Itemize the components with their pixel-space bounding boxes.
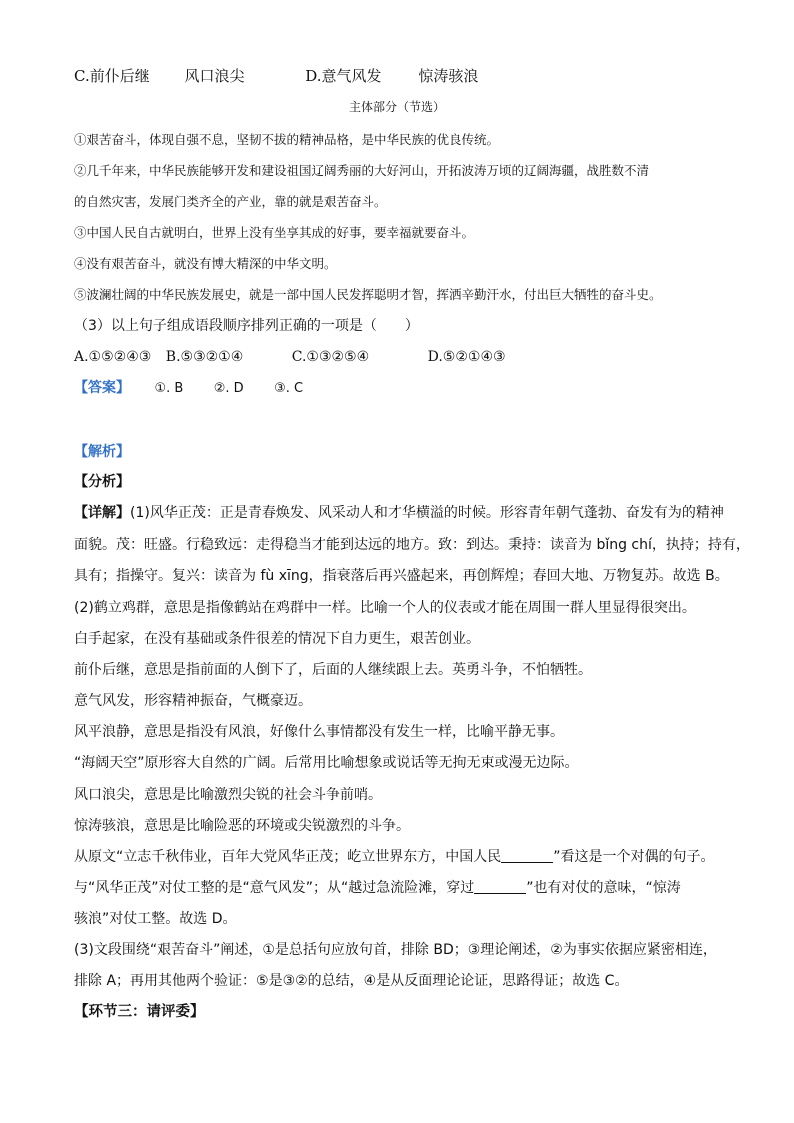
sentence-1: ①艰苦奋斗，体现自强不息，坚韧不拔的精神品格，是中华民族的优良传统。	[74, 132, 500, 147]
blank-line-1	[74, 847, 715, 867]
detail-line-3: 具有；指操守。复兴：读音为 fù xīng，指衰落后再兴盛起来，再创辉煌；春回大地、万物复苏。故选 B。	[74, 568, 729, 584]
analysis-label: 【解析】	[74, 444, 130, 460]
detail-line-8: 风平浪静，意思是指没有风浪，好像什么事情都没有发生一样，比喻平静无事。	[74, 724, 564, 740]
next-section-heading: 【环节三：请评委】	[74, 1004, 205, 1020]
answer-2: ②. D	[213, 381, 244, 396]
option-d-label: D.意气风发	[305, 67, 382, 85]
detail-line-1	[74, 503, 724, 523]
blank-line-1-post: ”看这是一个对偶的句子。	[553, 849, 715, 865]
detail-label: 【详解】	[74, 505, 130, 521]
fill-blank-2	[474, 879, 526, 894]
answer-3: ③. C	[274, 381, 304, 396]
choice-c: C.①③②⑤④	[291, 349, 370, 365]
detail-text-1: (1)风华正茂：正是青春焕发、风采动人和才华横溢的时候。形容青年朝气蓬勃、奋发有为的精神	[130, 505, 724, 521]
section-title: 主体部分（节选）	[348, 100, 445, 114]
detail3-line-1: (3)文段围绕“艰苦奋斗”阐述，①是总括句应放句首，排除 BD；③理论阐述，②为事实依据应紧密相连，	[74, 942, 717, 958]
choice-a: A.①⑤②④③	[74, 349, 152, 365]
detail-line-4: (2)鹤立鸡群，意思是指像鹤站在鸡群中一样。比喻一个人的仪表或才能在周围一群人里显得很突出。	[74, 600, 696, 616]
sentence-2a: ②几千年来，中华民族能够开发和建设祖国辽阔秀丽的大好河山，开拓波涛万顷的辽阔海疆，战胜数不清	[74, 163, 650, 178]
sentence-4: ④没有艰苦奋斗，就没有博大精深的中华文明。	[74, 256, 337, 271]
blank-line-2-post: ”也有对仗的意味，“惊涛	[526, 880, 681, 896]
choices-row	[74, 347, 506, 367]
option-d-word2: 惊涛骇浪	[418, 67, 479, 85]
detail-line-5: 白手起家，在没有基础或条件很差的情况下自力更生，艰苦创业。	[74, 631, 480, 647]
blank-line-1-pre: 从原文“立志千秋伟业，百年大党风华正茂；屹立世界东方，中国人民	[74, 849, 502, 865]
detail-line-9: “海阔天空”原形容大自然的广阔。后常用比喻想象或说话等无拘无束或漫无边际。	[74, 755, 579, 771]
sentence-3: ③中国人民自古就明白，世界上没有坐享其成的好事，要幸福就要奋斗。	[74, 225, 475, 240]
detail-line-10: 风口浪尖，意思是比喻激烈尖锐的社会斗争前哨。	[74, 787, 382, 803]
detail-line-6: 前仆后继，意思是指前面的人倒下了，后面的人继续跟上去。英勇斗争，不怕牺牲。	[74, 662, 592, 678]
answer-label: 【答案】	[74, 380, 130, 396]
blank-line-2-pre: 与“风华正茂”对仗工整的是“意气风发”；从“越过急流险滩，穿过	[74, 880, 475, 896]
sentence-5: ⑤波澜壮阔的中华民族发展史，就是一部中国人民发挥聪明才智，挥洒辛勤汗水，付出巨大牺牲的奋斗史。	[74, 287, 662, 302]
choice-b: B.⑤③②①④	[165, 349, 244, 365]
detail-line-2: 面貌。茂：旺盛。行稳致远：走得稳当才能到达远的地方。致：到达。秉持：读音为 bǐng chí，执持；持有，	[74, 537, 750, 553]
fill-blank-1	[501, 848, 553, 863]
fenxi-label: 【分析】	[74, 474, 130, 490]
answer-1: ①. B	[154, 381, 184, 396]
sentence-2b: 的自然灾害，发展门类齐全的产业，靠的就是艰苦奋斗。	[74, 194, 387, 209]
blank-line-2	[74, 878, 681, 898]
detail-line-11: 惊涛骇浪，意思是比喻险恶的环境或尖锐激烈的斗争。	[74, 818, 410, 834]
answer-row	[74, 378, 303, 399]
choice-d: D.⑤②①④③	[427, 349, 506, 365]
detail-line-7: 意气风发，形容精神振奋，气概豪迈。	[74, 693, 312, 709]
option-c-label: C.前仆后继	[74, 67, 150, 85]
detail3-line-2: 排除 A；再用其他两个验证：⑤是③②的总结，④是从反面理论论证，思路得证；故选 C。	[74, 973, 629, 989]
option-c-word2: 风口浪尖	[184, 67, 245, 85]
top-options-row	[74, 66, 478, 86]
line-after-blank: 骇浪”对仗工整。故选 D。	[74, 911, 237, 927]
question-text: （3）以上句子组成语段顺序排列正确的一项是（ ）	[74, 318, 419, 334]
